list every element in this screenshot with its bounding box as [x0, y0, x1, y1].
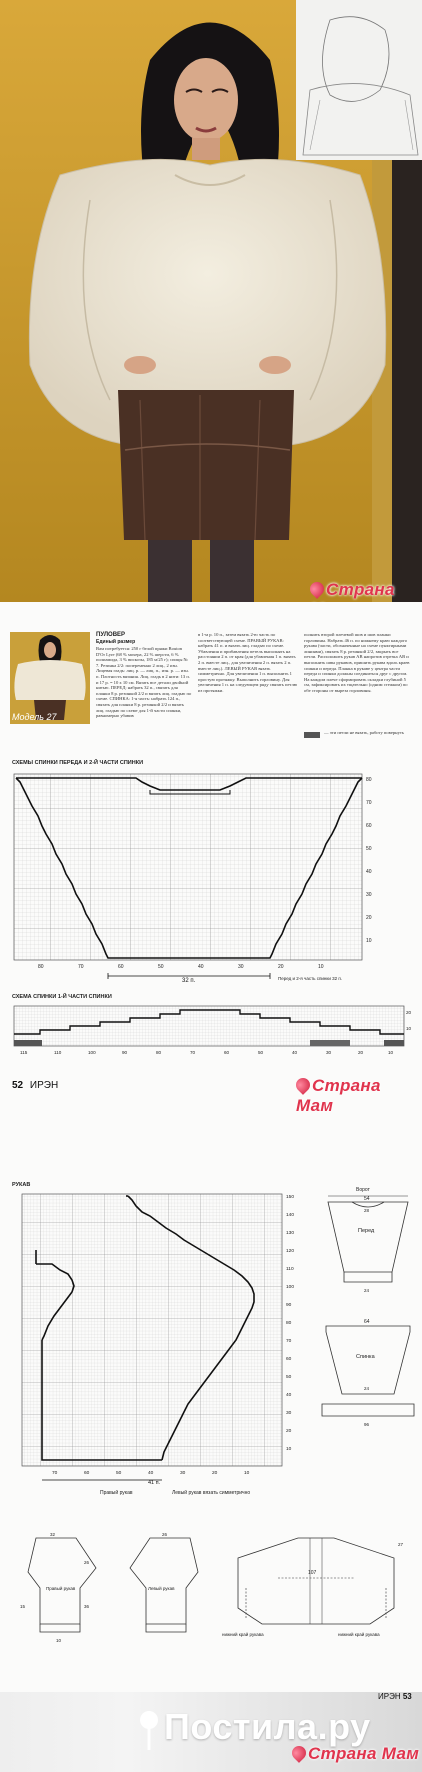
page-53 — [0, 1172, 422, 1772]
axis-label: 50 — [258, 1050, 264, 1055]
axis-label: 150 — [286, 1195, 295, 1200]
back1-chart — [10, 1002, 412, 1064]
axis-label: 70 — [190, 1050, 196, 1055]
axis-label: 20 — [286, 1429, 292, 1434]
axis-label: 20 — [358, 1050, 364, 1055]
axis-label: 40 — [286, 1393, 292, 1398]
axis-label: 40 — [292, 1050, 298, 1055]
sleeve-bottom-axis — [52, 1470, 250, 1476]
back-bottom-dim: 96 — [364, 1422, 370, 1427]
axis-label: 10 — [366, 938, 372, 944]
page-number-right — [378, 1692, 412, 1701]
sleeve-note-left: Левый рукав вязать симметрично — [172, 1490, 251, 1496]
axis-label: 60 — [84, 1471, 90, 1476]
axis-label: 130 — [286, 1231, 295, 1236]
pattern-title: ПУЛОВЕР — [96, 632, 126, 638]
legend-text: — эти петли не вязать, работу повернуть — [324, 730, 405, 735]
sleeve-width-label: 41 п. — [148, 1480, 161, 1486]
axis-label: 80 — [286, 1321, 292, 1326]
assembled-side-dim: 27 — [398, 1542, 404, 1547]
watermark-page52: Страна Мам — [296, 1076, 422, 1116]
axis-label: 30 — [326, 1050, 332, 1055]
axis-label: 60 — [366, 823, 372, 829]
axis-label: 80 — [38, 964, 44, 970]
pattern-text-col3: полнить второй плечевой шов и шов планки горловины. Набрать 46 п. по нижнему краю каждого рукава (части, обозначенные на схеме пунктирными линиями), связать 8 р. резинкой 2/2, закрыть все петли. Расположить рукав АВ напротив отрезка АВ и выполнить швы рукавов, пришить рукава вдоль краев спинки и переда. Планка в рукаве у центра части переда и спинки должны соединиться друг с другом. На каждом плече сформировать складки глубиной 5 см, зафиксировать их тщательно (одним стежком) по обе стороны от выреза горловины. — [304, 632, 410, 693]
watermark-page53: Страна Мам — [292, 1744, 419, 1764]
sleeve-chart-title: РУКАВ — [12, 1182, 31, 1188]
axis-label: 70 — [52, 1471, 58, 1476]
sleeve-chart — [8, 1190, 304, 1486]
pin-icon — [138, 1710, 160, 1750]
assembled-top-dim: 107 — [308, 1570, 317, 1576]
axis-label: 20 — [406, 1010, 412, 1015]
axis-label: 30 — [366, 892, 372, 898]
model-photo — [0, 0, 422, 602]
neck-label: Ворот — [356, 1187, 370, 1193]
axis-label: 80 — [366, 777, 372, 783]
axis-label: 20 — [366, 915, 372, 921]
axis-label: 140 — [286, 1213, 295, 1218]
schematic-left-sleeve — [118, 1528, 208, 1648]
axis-label: 50 — [158, 964, 164, 970]
axis-label: 110 — [286, 1267, 294, 1272]
axis-label: 80 — [156, 1050, 162, 1055]
axis-label: 100 — [88, 1050, 96, 1055]
axis-label: 90 — [122, 1050, 128, 1055]
assembled-right-label: нижний край рукава — [338, 1632, 380, 1637]
axis-label: 50 — [286, 1375, 292, 1380]
brand-right: ИРЭН — [378, 1692, 401, 1701]
sleeve-right-axis — [286, 1194, 294, 1452]
model-label: Модель 27 — [12, 712, 57, 722]
axis-label: 40 — [148, 1471, 154, 1476]
front-back-note: Перед и 2-я часть спинки 32 п. — [278, 976, 343, 981]
axis-label: 10 — [406, 1026, 412, 1031]
page-52 — [0, 602, 422, 1172]
front-back-chart-title: СХЕМЫ СПИНКИ ПЕРЕДА И 2-Й ЧАСТИ СПИНКИ — [12, 760, 144, 766]
axis-label: 40 — [198, 964, 204, 970]
sleeve-note-right: Правый рукав — [100, 1490, 133, 1496]
page-number-53: 53 — [402, 1692, 412, 1701]
brand-left: ИРЭН — [29, 1080, 59, 1091]
axis-label: 50 — [116, 1471, 122, 1476]
axis-label: 10 — [244, 1471, 250, 1476]
model-photo-illustration — [0, 0, 422, 602]
axis-label: 70 — [78, 964, 84, 970]
axis-label: 20 — [212, 1471, 218, 1476]
axis-label: 30 — [286, 1411, 292, 1416]
axis-label: 10 — [318, 964, 324, 970]
back-top-dim: 64 — [364, 1319, 370, 1325]
axis-label: 120 — [286, 1249, 295, 1254]
back-label: Спинка — [356, 1354, 375, 1360]
front-mid-dim: 28 — [364, 1208, 370, 1213]
schematic-assembled — [218, 1528, 414, 1644]
back-mid-dim: 24 — [364, 1386, 370, 1391]
sleeve-c-dim: 36 — [84, 1604, 90, 1609]
postila-logo: Постила.ру — [164, 1706, 371, 1747]
axis-label: 50 — [366, 846, 372, 852]
front-bottom-dim: 24 — [364, 1288, 370, 1293]
front-back-bottom-axis — [38, 964, 324, 970]
front-back-chart — [10, 768, 412, 992]
sleeve-b-dim: 15 — [20, 1604, 26, 1609]
model-thumbnail — [10, 632, 90, 724]
legend-swatch — [304, 732, 320, 738]
axis-label: 30 — [238, 964, 244, 970]
axis-label: 10 — [388, 1050, 394, 1055]
sleeve-top-dim: 32 — [50, 1532, 56, 1537]
axis-label: 110 — [54, 1050, 62, 1055]
front-back-right-axis — [366, 777, 372, 944]
axis-label: 40 — [366, 869, 372, 875]
axis-label: 70 — [366, 800, 372, 806]
axis-label: 60 — [224, 1050, 230, 1055]
axis-label: 70 — [286, 1339, 292, 1344]
axis-label: 90 — [286, 1303, 292, 1308]
schematic-right-sleeve — [18, 1528, 108, 1648]
axis-label: 100 — [286, 1285, 295, 1290]
left-sleeve-label: Левый рукав — [148, 1586, 175, 1591]
pattern-text-col1: Вам потребуется: 250 г белой пряжи Bouton D'Or Lyre (68 % мохера, 22 % шерсти, 6 % полиамида, 3 % вискозы, 185 м/25 г); спицы № 7. Резинка 2/2: попеременно 2 лиц., 2 изн. Лицевая гладь: лиц. р. — лиц. п., изн. р. — изн. п. Плотность вязания. Лиц. гладь в 2 нити: 13 п. и 17 р. = 10 х 10 см. Вязать все детали двойной нитью. ПЕРЕД: набрать 32 п., связать для планки 8 р. резинкой 2/2 и вязать лиц. гладью по схеме. СПИНКА: 1-я часть: набрать 124 п., связать для планки 8 р. резинкой 2/2 и вязать лиц. гладью по схеме для 1-й части спинки, равномерно убавив — [96, 646, 192, 719]
axis-label: 60 — [118, 964, 124, 970]
assembled-left-label: нижний край рукава — [222, 1632, 264, 1637]
page-number-52: 52 — [12, 1080, 24, 1091]
front-label: Перед — [358, 1228, 375, 1234]
axis-label: 30 — [180, 1471, 186, 1476]
schematic-back — [318, 1312, 418, 1438]
axis-label: 115 — [20, 1050, 28, 1055]
pattern-text-col2: в 1-м р. 10 п., затем вязать 2-ю часть по соответствующей схеме. ПРАВЫЙ РУКАВ: набрать 41 п. и вязать лиц. гладью по схеме. Убавления и прибавления петель выполнять на расстоянии 2 п. от края (для убавления 1 п. вязать 2 п. вместе лиц., для увеличения 2 п. вязать 2 п. вместе лиц.). ЛЕВЫЙ РУКАВ вязать симметрично. Для увеличения 1 п. выполнить 1 простую протяжку. Выполнить горловину. Для увеличения 1 п. на следующем ряду связать петлю из протяжки. — [198, 632, 298, 693]
pattern-size: Единый размер — [96, 639, 136, 645]
axis-label: 20 — [278, 964, 284, 970]
front-width-label: 32 п. — [182, 978, 196, 984]
axis-label: 60 — [286, 1357, 292, 1362]
left-sleeve-top-dim: 26 — [162, 1532, 168, 1537]
schematic-front — [318, 1182, 418, 1308]
page-number-left — [12, 1080, 58, 1091]
front-top-dim: 54 — [364, 1196, 370, 1202]
back1-chart-title: СХЕМА СПИНКИ 1-Й ЧАСТИ СПИНКИ — [12, 994, 112, 1000]
sleeve-side-dim: 26 — [84, 1560, 90, 1565]
right-sleeve-label: Правый рукав — [46, 1586, 76, 1591]
watermark-photo: Страна — [310, 580, 422, 620]
axis-label: 10 — [286, 1447, 292, 1452]
sleeve-d-dim: 10 — [56, 1638, 62, 1643]
